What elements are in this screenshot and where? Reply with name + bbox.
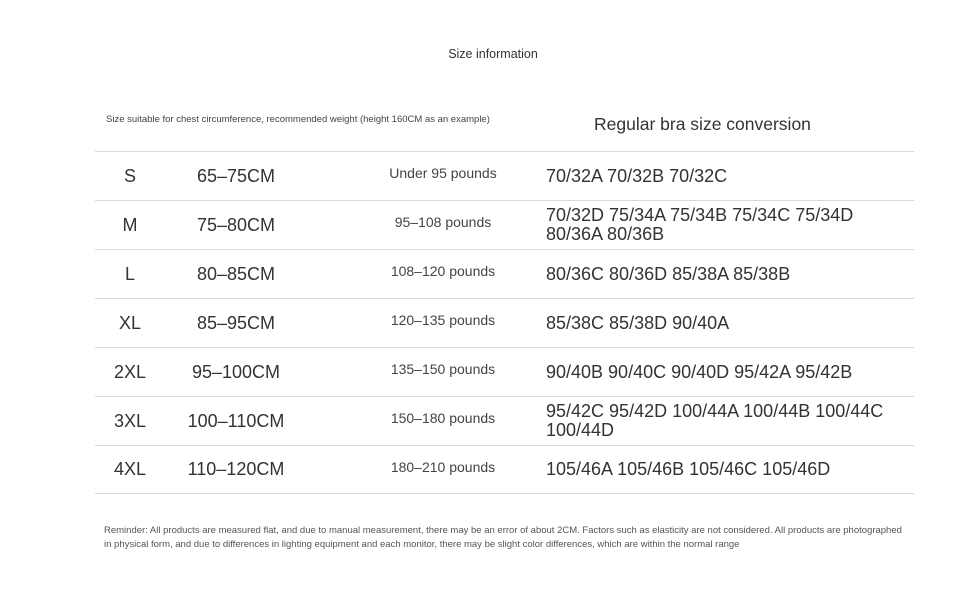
size-cell: L (124, 263, 135, 284)
bra-conversion-subheading: Regular bra size conversion (594, 114, 811, 134)
size-cell: XL (118, 312, 142, 333)
size-cell: 2XL (113, 361, 147, 382)
weight-cell: 95–108 pounds (394, 214, 492, 230)
weight-cell: 108–120 pounds (390, 263, 496, 279)
table-row (95, 250, 914, 299)
size-cell: M (122, 214, 138, 235)
weight-cell: 180–210 pounds (390, 458, 496, 475)
table-row (95, 446, 914, 494)
weight-cell: Under 95 pounds (389, 165, 497, 181)
chest-cell: 100–110CM (187, 410, 285, 431)
size-cell: 3XL (113, 410, 147, 431)
chest-cell: 65–75CM (196, 165, 276, 186)
size-table (95, 151, 914, 494)
chest-cell: 95–100CM (191, 361, 281, 382)
bra-cell: 105/46A 105/46B 105/46C 105/46D (546, 459, 831, 479)
weight-cell: 120–135 pounds (390, 312, 496, 328)
page-title: Size information (448, 47, 538, 61)
weight-cell: 135–150 pounds (390, 361, 496, 377)
bra-cell: 70/32D 75/34A 75/34B 75/34C 75/34D 80/36A 80/36B (546, 205, 854, 244)
weight-cell: 150–180 pounds (390, 410, 496, 426)
chest-cell: 75–80CM (196, 214, 276, 235)
bra-cell: 95/42C 95/42D 100/44A 100/44B 100/44C 100/44D (546, 401, 884, 440)
table-row (95, 348, 914, 397)
chest-cell: 80–85CM (196, 263, 276, 284)
table-row (95, 397, 914, 446)
bra-cell: 70/32A 70/32B 70/32C (546, 165, 728, 186)
chest-cell: 110–120CM (187, 459, 285, 479)
measurement-reminder: Reminder: All products are measured flat, and due to manual measurement, there may be an error of about 2CM. Factors such as elasticity are not considered. All products are photographed in physical form, and due to differences in lighting equipment and each monitor, there may be slight color differences, which are within the normal range (104, 525, 902, 550)
table-row (95, 152, 914, 201)
table-row (95, 299, 914, 348)
bra-cell: 90/40B 90/40C 90/40D 95/42A 95/42B (546, 361, 853, 382)
size-cell: 4XL (113, 459, 147, 479)
chest-weight-subheading: Size suitable for chest circumference, recommended weight (height 160CM as an example) (106, 114, 490, 125)
size-cell: S (123, 165, 136, 186)
bra-cell: 80/36C 80/36D 85/38A 85/38B (546, 263, 791, 284)
chest-cell: 85–95CM (196, 312, 276, 333)
bra-cell: 85/38C 85/38D 90/40A (546, 312, 730, 333)
table-row (95, 201, 914, 250)
